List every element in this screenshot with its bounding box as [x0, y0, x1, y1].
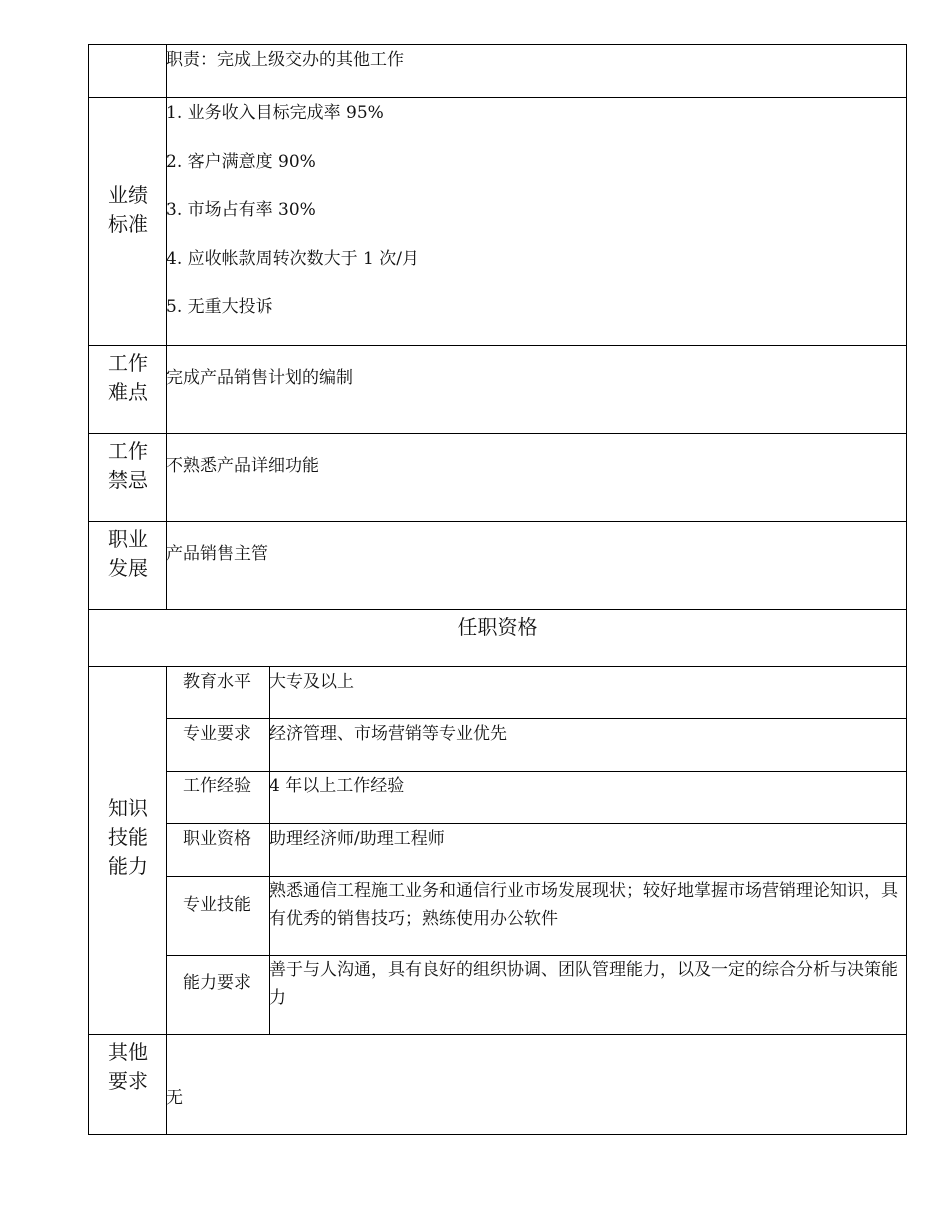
subrow-border [166, 823, 907, 824]
career-text: 产品销售主管 [166, 544, 268, 564]
taboo-label-line2: 禁忌 [108, 468, 148, 492]
qualifications-group-label-line2: 技能 [108, 825, 148, 849]
skills-label: 专业技能 [183, 895, 251, 915]
row-border [88, 433, 907, 434]
other-label-line2: 要求 [108, 1069, 148, 1093]
career-label-line1: 职业 [108, 527, 148, 551]
qualifications-group-label-line1: 知识 [108, 796, 148, 820]
performance-label-line1: 业绩 [108, 183, 148, 207]
career-label-line2: 发展 [108, 556, 148, 580]
difficulty-text: 完成产品销售计划的编制 [166, 368, 353, 388]
row-border [88, 521, 907, 522]
certification-label: 职业资格 [183, 829, 251, 849]
duty-text: 职责：完成上级交办的其他工作 [166, 50, 404, 70]
other-text: 无 [166, 1088, 183, 1108]
row-border [88, 345, 907, 346]
performance-item: 5. 无重大投诉 [166, 297, 273, 317]
performance-item: 4. 应收帐款周转次数大于 1 次/月 [166, 249, 419, 269]
major-value: 经济管理、市场营销等专业优先 [269, 724, 507, 744]
qualifications-group-label [89, 794, 167, 881]
row-border [88, 97, 907, 98]
difficulty-label-line1: 工作 [108, 351, 148, 375]
taboo-text: 不熟悉产品详细功能 [166, 456, 319, 476]
education-value: 大专及以上 [269, 672, 354, 692]
performance-item: 3. 市场占有率 30% [166, 200, 316, 220]
performance-label [89, 181, 167, 239]
row-border [88, 44, 907, 45]
row-border [88, 666, 907, 667]
taboo-label-line1: 工作 [108, 439, 148, 463]
performance-item: 1. 业务收入目标完成率 95% [166, 103, 384, 123]
performance-label-line2: 标准 [108, 212, 148, 236]
row-border [88, 609, 907, 610]
subrow-border [166, 718, 907, 719]
qualifications-title: 任职资格 [457, 615, 538, 639]
qualifications-group-label-line3: 能力 [108, 854, 148, 878]
performance-item: 2. 客户满意度 90% [166, 152, 316, 172]
difficulty-label [89, 349, 167, 407]
experience-label: 工作经验 [183, 776, 251, 796]
experience-value: 4 年以上工作经验 [269, 776, 405, 796]
abilities-label: 能力要求 [183, 973, 251, 993]
abilities-value: 善于与人沟通，具有良好的组织协调、团队管理能力，以及一定的综合分析与决策能力 [269, 960, 898, 1008]
table-border-bottom [88, 1134, 907, 1135]
taboo-label [89, 437, 167, 495]
major-label: 专业要求 [183, 724, 251, 744]
certification-value: 助理经济师/助理工程师 [269, 829, 445, 849]
row-border [88, 1034, 907, 1035]
other-label [89, 1038, 167, 1096]
education-label: 教育水平 [183, 672, 251, 692]
table-border-right [906, 44, 907, 1135]
subrow-border [166, 771, 907, 772]
other-label-line1: 其他 [108, 1040, 148, 1064]
difficulty-label-line2: 难点 [108, 380, 148, 404]
skills-value: 熟悉通信工程施工业务和通信行业市场发展现状；较好地掌握市场营销理论知识，具有优秀的销售技巧；熟练使用办公软件 [269, 881, 898, 929]
career-label [89, 525, 167, 583]
